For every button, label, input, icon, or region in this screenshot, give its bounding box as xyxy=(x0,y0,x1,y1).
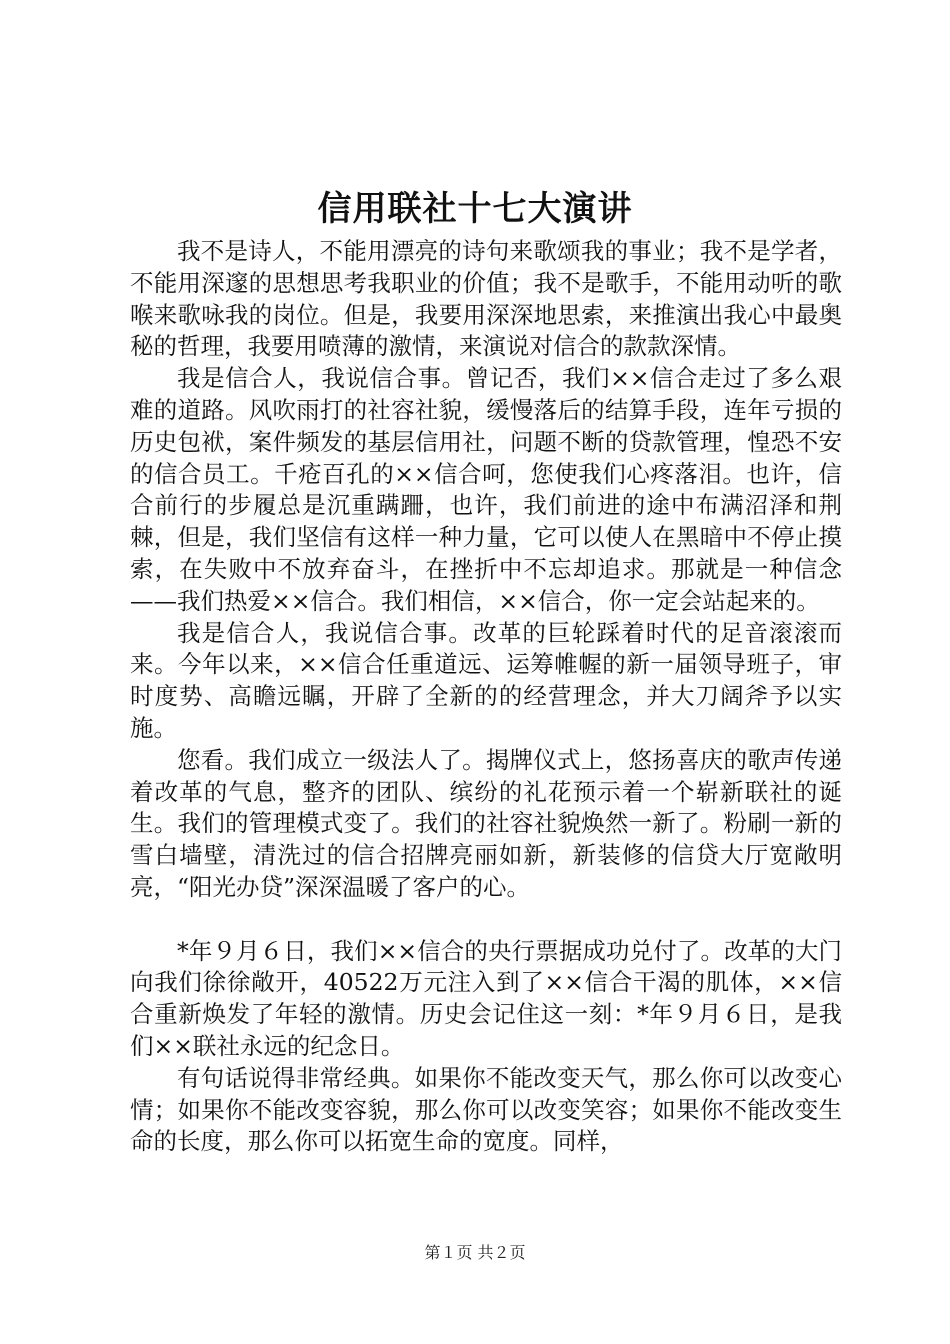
paragraph-5: *年９月６日，我们××信合的央行票据成功兑付了。改革的大门向我们徐徐敞开，40522万元注入到了××信合干渴的肌体，××信合重新焕发了年轻的激情。历史会记住这一刻：*年９月６日，是我们××联社永远的纪念日。 xyxy=(130,936,842,1060)
page-footer: 第１页 共２页 xyxy=(424,1243,526,1262)
paragraph-2: 我是信合人，我说信合事。曾记否，我们××信合走过了多么艰难的道路。风吹雨打的社容社貌，缓慢落后的结算手段，连年亏损的历史包袱，案件频发的基层信用社，问题不断的贷款管理，惶恐不安的信合员工。千疮百孔的××信合呵，您使我们心疼落泪。也许，信合前行的步履总是沉重蹒跚，也许，我们前进的途中布满沼泽和荆棘，但是，我们坚信有这样一种力量，它可以使人在黑暗中不停止摸索，在失败中不放弃奋斗，在挫折中不忘却追求。那就是一种信念——我们热爱××信合。我们相信，××信合，你一定会站起来的。 xyxy=(130,364,842,615)
document-title: 信用联社十七大演讲 xyxy=(317,189,633,229)
paragraph-6: 有句话说得非常经典。如果你不能改变天气，那么你可以改变心情；如果你不能改变容貌，那么你可以改变笑容；如果你不能改变生命的长度，那么你可以拓宽生命的宽度。同样， xyxy=(130,1063,842,1156)
document-body xyxy=(130,236,842,1158)
paragraph-3: 我是信合人，我说信合事。改革的巨轮踩着时代的足音滚滚而来。今年以来，××信合任重道远、运筹帷幄的新一届领导班子，审时度势、高瞻远瞩，开辟了全新的的经营理念，并大刀阔斧予以实施。 xyxy=(130,618,842,742)
paragraph-4: 您看。我们成立一级法人了。揭牌仪式上，悠扬喜庆的歌声传递着改革的气息，整齐的团队、缤纷的礼花预示着一个崭新联社的诞生。我们的管理模式变了。我们的社容社貌焕然一新了。粉刷一新的雪白墙壁，清洗过的信合招牌亮丽如新，新装修的信贷大厅宽敞明亮，“阳光办贷”深深温暖了客户的心。 xyxy=(130,745,842,901)
paragraph-1: 我不是诗人，不能用漂亮的诗句来歌颂我的事业；我不是学者，不能用深邃的思想思考我职业的价值；我不是歌手，不能用动听的歌喉来歌咏我的岗位。但是，我要用深深地思索，来推演出我心中最奥秘的哲理，我要用喷薄的激情，来演说对信合的款款深情。 xyxy=(130,237,842,361)
